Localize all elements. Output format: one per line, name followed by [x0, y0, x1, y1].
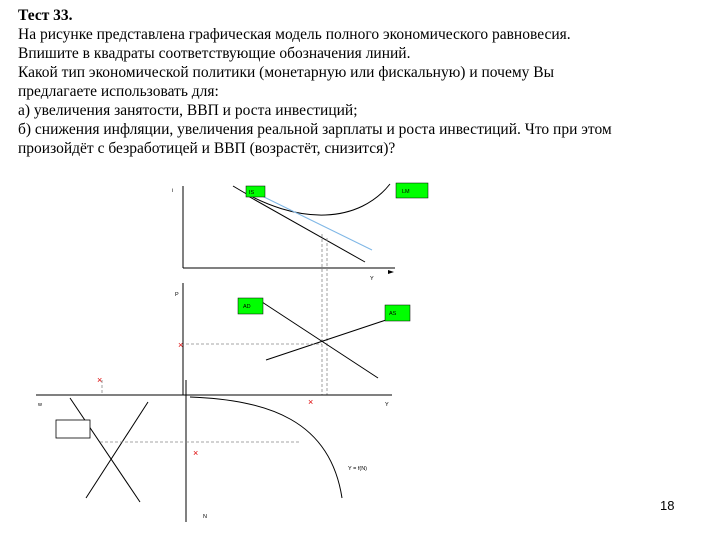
- price-marker: ×: [178, 340, 184, 350]
- production-function-label: Y = f(N): [348, 466, 368, 472]
- axis-y-top-label: Y: [370, 276, 374, 282]
- box-as-label: AS: [389, 311, 397, 317]
- box-lm-label: LM: [402, 189, 410, 195]
- question-line-5: а) увеличения занятости, ВВП и роста инвестиций;: [18, 102, 358, 119]
- box-ad-label: AD: [243, 304, 251, 310]
- slide-number: 18: [660, 498, 675, 513]
- question-line-2: Впишите в квадраты соответствующие обозначения линий.: [18, 45, 411, 62]
- wage-marker: ×: [97, 375, 103, 385]
- question-line-6: б) снижения инфляции, увеличения реальной зарплаты и роста инвестиций. Что при этом: [18, 121, 612, 138]
- question-line-4: предлагаете использовать для:: [18, 83, 219, 100]
- labour-supply: [86, 402, 148, 498]
- is-shift-curve: [262, 196, 372, 250]
- test-title: Тест 33.: [18, 7, 73, 24]
- axis-n-label: N: [203, 514, 207, 520]
- axis-p-label: P: [175, 292, 179, 298]
- arrow-y-top: [388, 270, 394, 274]
- ad-curve: [262, 302, 378, 378]
- question-line-7: произойдёт с безработицей и ВВП (возрастёт, снизится)?: [18, 140, 396, 157]
- production-function: [190, 397, 342, 498]
- output-marker: ×: [308, 397, 314, 407]
- is-curve: [248, 196, 365, 262]
- axis-w-label: w: [38, 402, 42, 408]
- as-curve: [266, 318, 392, 360]
- box-lm[interactable]: [396, 183, 428, 198]
- question-line-1: На рисунке представлена графическая модель полного экономического равновесия.: [18, 26, 571, 43]
- box-is-label: IS: [249, 190, 255, 196]
- axis-i-label: i: [172, 188, 174, 194]
- box-labour[interactable]: [56, 420, 90, 438]
- axis-y-mid-label: Y: [385, 402, 389, 408]
- labour-demand: [70, 398, 140, 502]
- employment-marker: ×: [193, 448, 199, 458]
- question-line-3: Какой тип экономической политики (монетарную или фискальную) и почему Вы: [18, 64, 555, 81]
